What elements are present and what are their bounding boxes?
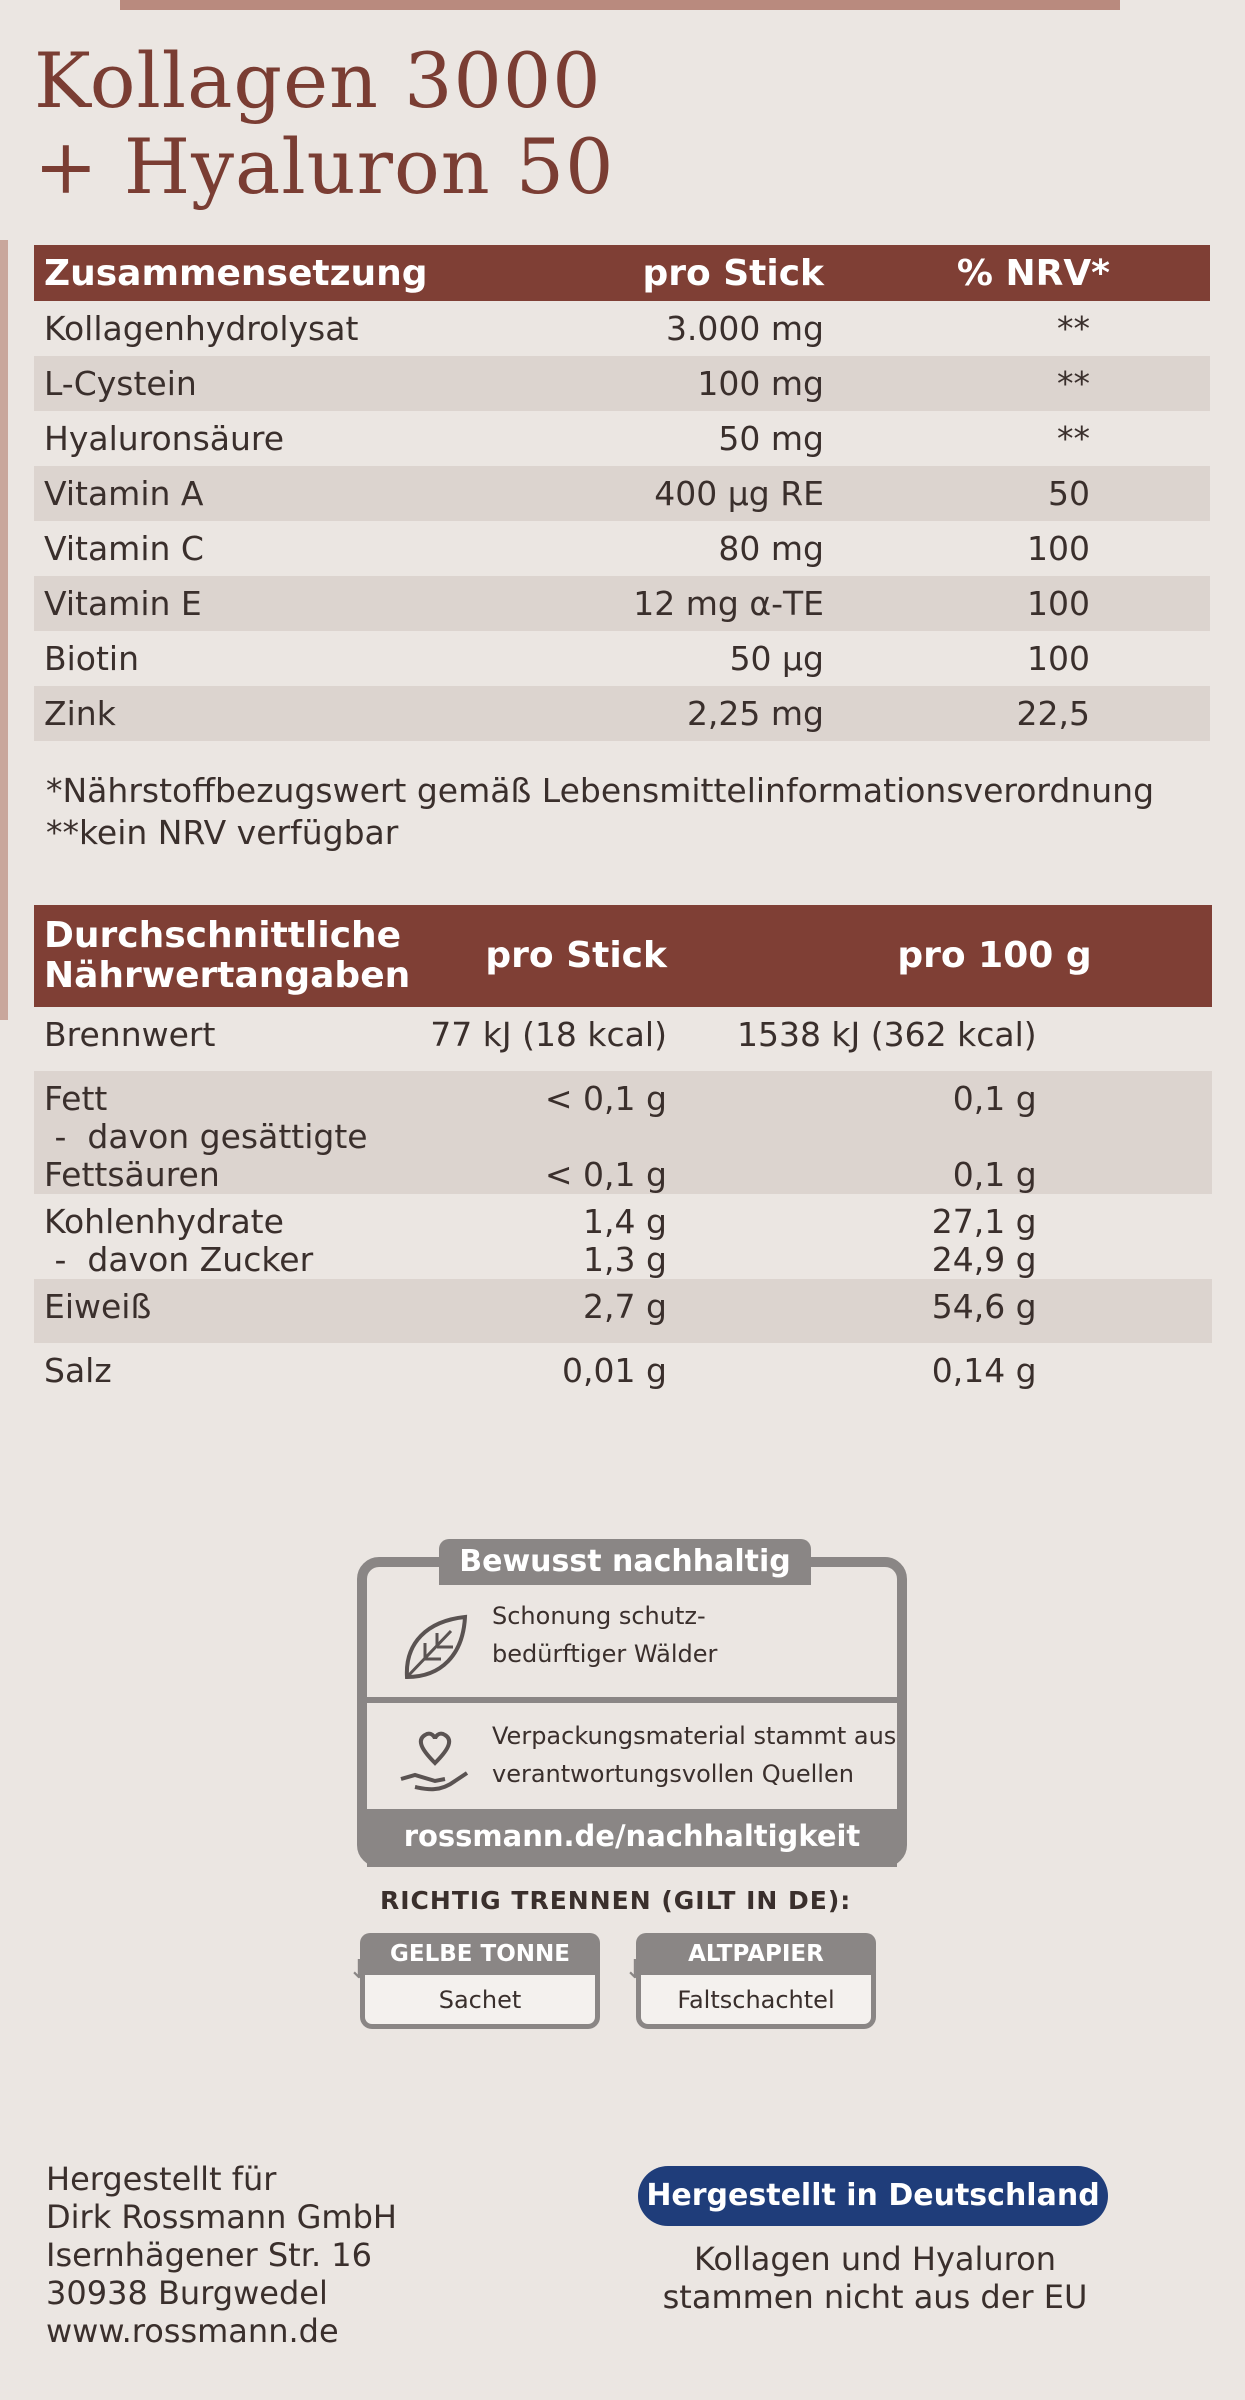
composition-table <box>34 245 1210 741</box>
composition-row <box>34 686 1210 741</box>
nutrition-per-100g <box>727 1279 1212 1343</box>
nutrition-per-100g <box>727 1007 1212 1071</box>
nutrition-header-100g: pro 100 g <box>727 905 1212 1007</box>
nutrient-name: Biotin <box>44 639 140 678</box>
sustainability-item-forest <box>367 1587 897 1697</box>
origin-note <box>600 2240 1150 2316</box>
composition-row <box>34 411 1210 466</box>
top-color-bar <box>120 0 1120 10</box>
nutrient-name: Vitamin E <box>34 576 554 631</box>
manufacturer-line-1: Hergestellt für <box>46 2160 277 2198</box>
nutrient-name: Vitamin A <box>34 466 554 521</box>
nutrition-label <box>34 1343 420 1407</box>
nutrition-header-stick: pro Stick <box>420 905 727 1007</box>
forest-text-line-2: bedürftiger Wälder <box>492 1640 718 1668</box>
composition-row <box>34 466 1210 521</box>
recycling-bin-yellow <box>348 1933 600 2033</box>
bin-paper-item: Faltschachtel <box>636 1975 876 2029</box>
nutrition-per-100g-line: 54,6 g <box>931 1287 1037 1326</box>
nutrition-label-line: Salz <box>44 1351 112 1390</box>
left-color-bar <box>0 240 8 1020</box>
amount-per-stick: 2,25 mg <box>554 686 844 741</box>
nutrition-per-stick-line: 1,3 g <box>583 1240 667 1279</box>
nutrition-per-stick-line <box>430 1118 667 1156</box>
recycling-title: RICHTIG TRENNEN (GILT IN DE): <box>380 1886 852 1915</box>
nutrition-per-100g-line: 0,14 g <box>931 1351 1037 1390</box>
amount-per-stick: 3.000 mg <box>665 309 824 348</box>
nutrition-per-100g-line: 0,1 g <box>952 1155 1037 1194</box>
amount-per-stick: 50 mg <box>718 419 824 458</box>
heart-hand-icon <box>395 1727 475 1807</box>
nrv-percent: 100 <box>844 576 1210 631</box>
bin-paper-name: ALTPAPIER <box>636 1933 876 1975</box>
composition-header-name: Zusammensetzung <box>34 245 554 301</box>
nrv-percent: ** <box>844 356 1210 411</box>
arrow-down-icon: ↓ <box>624 1955 646 1985</box>
sustainability-box <box>357 1544 907 1867</box>
nutrition-per-100g <box>727 1343 1212 1407</box>
nutrition-label-line: Brennwert <box>44 1015 216 1054</box>
nutrition-table <box>34 905 1212 1407</box>
title-line-1: Kollagen 3000 <box>34 36 602 125</box>
packaging-text-line-1: Verpackungsmaterial stammt aus <box>492 1722 897 1750</box>
nutrition-label-line: Fett <box>44 1079 108 1118</box>
nutrition-per-stick <box>420 1071 727 1194</box>
nutrition-per-100g <box>727 1071 1212 1194</box>
nutrition-label-line: Kohlenhydrate <box>44 1202 284 1241</box>
nutrition-per-100g <box>727 1194 1212 1279</box>
nutrition-label-line: Eiweiß <box>44 1287 152 1326</box>
sustainability-item-packaging <box>367 1707 897 1817</box>
nutrient-name: Zink <box>34 686 554 741</box>
amount-per-stick: 12 mg α-TE <box>554 576 844 631</box>
composition-row <box>34 301 1210 356</box>
nutrition-per-stick <box>420 1279 727 1343</box>
manufacturer-line-3: Isernhägener Str. 16 <box>46 2236 372 2274</box>
nrv-percent: ** <box>1057 419 1090 458</box>
packaging-text-line-2: verantwortungsvollen Quellen <box>492 1760 854 1788</box>
nutrition-per-stick-line: < 0,1 g <box>544 1079 667 1118</box>
nutrient-name: Vitamin C <box>44 529 204 568</box>
recycling-bin-paper <box>624 1933 876 2033</box>
composition-row <box>34 521 1210 576</box>
footnote-no-nrv: **kein NRV verfügbar <box>46 813 399 852</box>
arrow-down-icon: ↓ <box>348 1955 370 1985</box>
nutrition-row <box>34 1007 1212 1071</box>
manufacturer-line-4: 30938 Burgwedel <box>46 2274 328 2312</box>
nutrition-per-stick <box>420 1343 727 1407</box>
nutrition-per-stick-line: < 0,1 g <box>544 1155 667 1194</box>
composition-header-row <box>34 245 1210 301</box>
nutrition-per-100g-line: 24,9 g <box>931 1240 1037 1279</box>
product-title <box>34 38 934 210</box>
manufacturer-address <box>46 2160 397 2350</box>
composition-row <box>34 576 1210 631</box>
sustainability-divider <box>367 1697 897 1703</box>
nrv-percent: 100 <box>1027 529 1090 568</box>
nutrition-label <box>34 1007 420 1071</box>
origin-line-1: Kollagen und Hyaluron <box>694 2240 1056 2278</box>
nutrition-header-line-2: Nährwertangaben <box>44 955 411 996</box>
made-in-germany-badge: Hergestellt in Deutschland <box>638 2166 1108 2226</box>
nutrition-label-line: Fettsäuren <box>44 1155 220 1194</box>
nutrition-per-100g-line: 1538 kJ (362 kcal) <box>736 1015 1037 1054</box>
nutrition-label <box>34 1279 420 1343</box>
composition-header-stick: pro Stick <box>554 245 844 301</box>
nutrition-row <box>34 1343 1212 1407</box>
nutrition-per-stick <box>420 1007 727 1071</box>
composition-row <box>34 631 1210 686</box>
nutrition-per-100g-line: 27,1 g <box>931 1202 1037 1241</box>
forest-text-line-1: Schonung schutz- <box>492 1602 706 1630</box>
nutrition-label <box>34 1194 420 1279</box>
nutrition-label-line: - davon Zucker <box>44 1240 314 1279</box>
amount-per-stick: 80 mg <box>718 529 824 568</box>
nutrition-per-stick-line: 77 kJ (18 kcal) <box>430 1015 667 1054</box>
nutrition-per-stick-line: 2,7 g <box>583 1287 667 1326</box>
nutrition-row <box>34 1071 1212 1194</box>
sustainability-url: rossmann.de/nachhaltigkeit <box>367 1809 897 1867</box>
composition-row <box>34 356 1210 411</box>
nrv-percent: 50 <box>844 466 1210 521</box>
nrv-percent: ** <box>1057 309 1090 348</box>
nutrition-header-name <box>34 905 420 1007</box>
nrv-percent: 100 <box>1027 639 1090 678</box>
amount-per-stick: 50 µg <box>729 639 824 678</box>
nutrition-per-stick <box>420 1194 727 1279</box>
nutrition-row <box>34 1279 1212 1343</box>
composition-header-nrv: % NRV* <box>844 245 1210 301</box>
bin-yellow-item: Sachet <box>360 1975 600 2029</box>
nrv-percent: 22,5 <box>844 686 1210 741</box>
bin-yellow-name: GELBE TONNE <box>360 1933 600 1975</box>
nutrient-name: Hyaluronsäure <box>44 419 285 458</box>
manufacturer-website: www.rossmann.de <box>46 2312 339 2350</box>
nutrition-per-stick-line: 0,01 g <box>562 1351 667 1390</box>
title-line-2: + Hyaluron 50 <box>34 122 615 211</box>
origin-line-2: stammen nicht aus der EU <box>662 2278 1088 2316</box>
nutrition-header-row <box>34 905 1212 1007</box>
nutrition-per-stick-line: 1,4 g <box>583 1202 667 1241</box>
nutrition-per-100g-line: 0,1 g <box>952 1079 1037 1118</box>
footnote-nrv: *Nährstoffbezugswert gemäß Lebensmittelinformationsverordnung <box>46 771 1155 810</box>
leaf-icon <box>395 1607 475 1687</box>
nutrition-label-line: - davon gesättigte <box>44 1117 368 1156</box>
nutrition-label <box>34 1071 420 1194</box>
nutrition-per-100g-line <box>737 1118 1037 1156</box>
nutrient-name: L-Cystein <box>34 356 554 411</box>
nutrition-header-line-1: Durchschnittliche <box>44 915 402 956</box>
sustainability-header: Bewusst nachhaltig <box>439 1539 811 1585</box>
amount-per-stick: 400 µg RE <box>554 466 844 521</box>
nutrient-name: Kollagenhydrolysat <box>44 309 359 348</box>
nutrition-row <box>34 1194 1212 1279</box>
amount-per-stick: 100 mg <box>554 356 844 411</box>
manufacturer-line-2: Dirk Rossmann GmbH <box>46 2198 397 2236</box>
composition-footnotes <box>46 770 1154 854</box>
